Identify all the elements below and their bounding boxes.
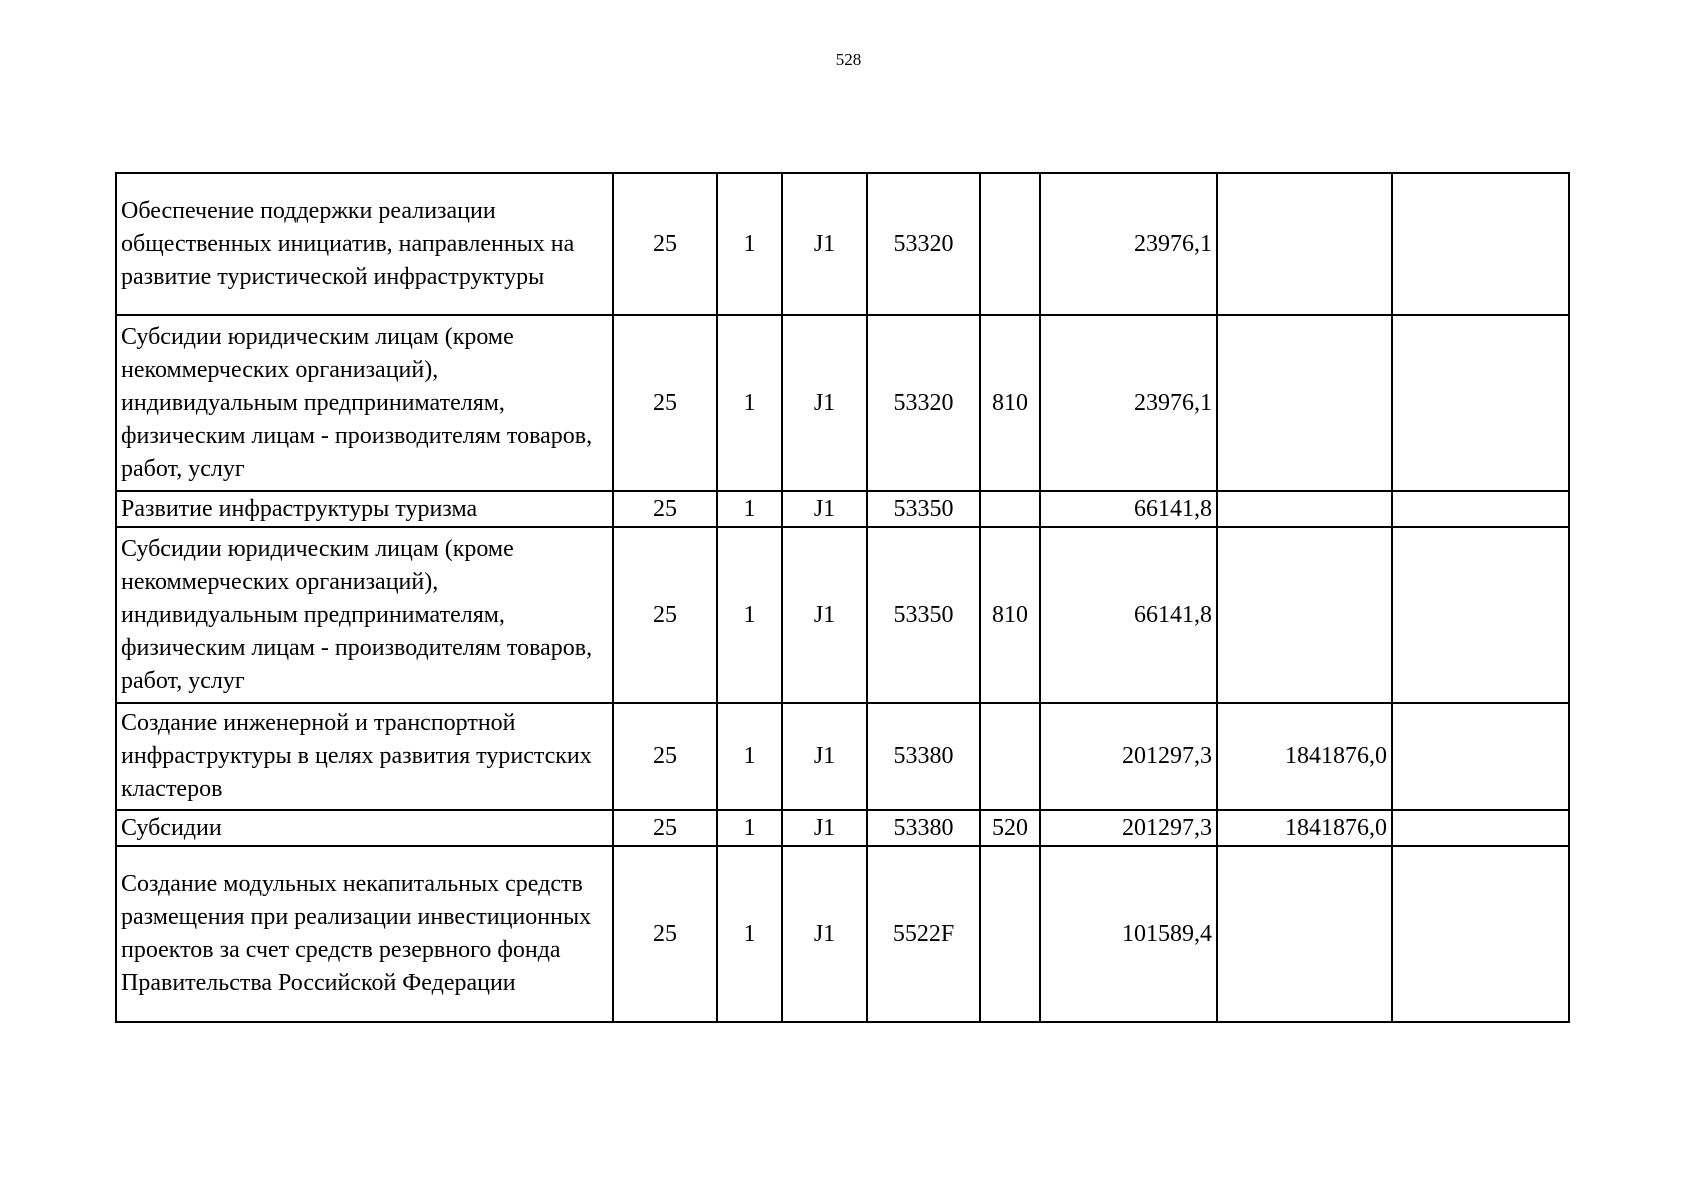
subprogram-code: 1 bbox=[717, 527, 782, 703]
sum-1: 66141,8 bbox=[1040, 527, 1217, 703]
sum-1: 101589,4 bbox=[1040, 846, 1217, 1022]
expense-type-code: 520 bbox=[980, 810, 1040, 846]
subprogram-code: 1 bbox=[717, 315, 782, 491]
project-code: J1 bbox=[782, 527, 867, 703]
page-number: 528 bbox=[835, 50, 862, 69]
row-name: Обеспечение поддержки реализации общественных инициатив, направленных на развитие туристической инфраструктуры bbox=[116, 173, 613, 315]
sum-2 bbox=[1217, 846, 1392, 1022]
ministry-code: 25 bbox=[613, 173, 717, 315]
sum-1: 201297,3 bbox=[1040, 703, 1217, 810]
row-name: Создание инженерной и транспортной инфраструктуры в целях развития туристских кластеров bbox=[116, 703, 613, 810]
row-name: Субсидии bbox=[116, 810, 613, 846]
budget-table bbox=[115, 172, 1570, 1023]
direction-code: 53380 bbox=[867, 810, 980, 846]
subprogram-code: 1 bbox=[717, 703, 782, 810]
expense-type-code: 810 bbox=[980, 527, 1040, 703]
table-row bbox=[116, 846, 1569, 1022]
project-code: J1 bbox=[782, 846, 867, 1022]
ministry-code: 25 bbox=[613, 810, 717, 846]
project-code: J1 bbox=[782, 173, 867, 315]
table-row bbox=[116, 810, 1569, 846]
row-name: Создание модульных некапитальных средств размещения при реализации инвестиционных проектов за счет средств резервного фонда Правительства Российской Федерации bbox=[116, 846, 613, 1022]
expense-type-code bbox=[980, 173, 1040, 315]
subprogram-code: 1 bbox=[717, 173, 782, 315]
table-row bbox=[116, 703, 1569, 810]
sum-3 bbox=[1392, 491, 1569, 527]
sum-3 bbox=[1392, 703, 1569, 810]
ministry-code: 25 bbox=[613, 491, 717, 527]
project-code: J1 bbox=[782, 703, 867, 810]
direction-code: 53380 bbox=[867, 703, 980, 810]
subprogram-code: 1 bbox=[717, 810, 782, 846]
direction-code: 53350 bbox=[867, 527, 980, 703]
sum-2 bbox=[1217, 315, 1392, 491]
ministry-code: 25 bbox=[613, 846, 717, 1022]
sum-3 bbox=[1392, 527, 1569, 703]
sum-3 bbox=[1392, 315, 1569, 491]
sum-3 bbox=[1392, 810, 1569, 846]
table-row bbox=[116, 173, 1569, 315]
table-row bbox=[116, 491, 1569, 527]
sum-1: 66141,8 bbox=[1040, 491, 1217, 527]
direction-code: 5522F bbox=[867, 846, 980, 1022]
sum-2: 1841876,0 bbox=[1217, 810, 1392, 846]
ministry-code: 25 bbox=[613, 315, 717, 491]
table-row bbox=[116, 527, 1569, 703]
sum-1: 23976,1 bbox=[1040, 173, 1217, 315]
sum-2 bbox=[1217, 491, 1392, 527]
row-name: Развитие инфраструктуры туризма bbox=[116, 491, 613, 527]
sum-1: 201297,3 bbox=[1040, 810, 1217, 846]
sum-2: 1841876,0 bbox=[1217, 703, 1392, 810]
sum-3 bbox=[1392, 846, 1569, 1022]
project-code: J1 bbox=[782, 491, 867, 527]
subprogram-code: 1 bbox=[717, 846, 782, 1022]
expense-type-code: 810 bbox=[980, 315, 1040, 491]
expense-type-code bbox=[980, 491, 1040, 527]
row-name: Субсидии юридическим лицам (кроме некоммерческих организаций), индивидуальным предпринимателям, физическим лицам - производителям товаров, работ, услуг bbox=[116, 315, 613, 491]
project-code: J1 bbox=[782, 315, 867, 491]
ministry-code: 25 bbox=[613, 527, 717, 703]
project-code: J1 bbox=[782, 810, 867, 846]
sum-1: 23976,1 bbox=[1040, 315, 1217, 491]
direction-code: 53320 bbox=[867, 315, 980, 491]
table-row bbox=[116, 315, 1569, 491]
direction-code: 53350 bbox=[867, 491, 980, 527]
sum-2 bbox=[1217, 527, 1392, 703]
ministry-code: 25 bbox=[613, 703, 717, 810]
sum-3 bbox=[1392, 173, 1569, 315]
direction-code: 53320 bbox=[867, 173, 980, 315]
row-name: Субсидии юридическим лицам (кроме некоммерческих организаций), индивидуальным предпринимателям, физическим лицам - производителям товаров, работ, услуг bbox=[116, 527, 613, 703]
expense-type-code bbox=[980, 846, 1040, 1022]
sum-2 bbox=[1217, 173, 1392, 315]
expense-type-code bbox=[980, 703, 1040, 810]
subprogram-code: 1 bbox=[717, 491, 782, 527]
